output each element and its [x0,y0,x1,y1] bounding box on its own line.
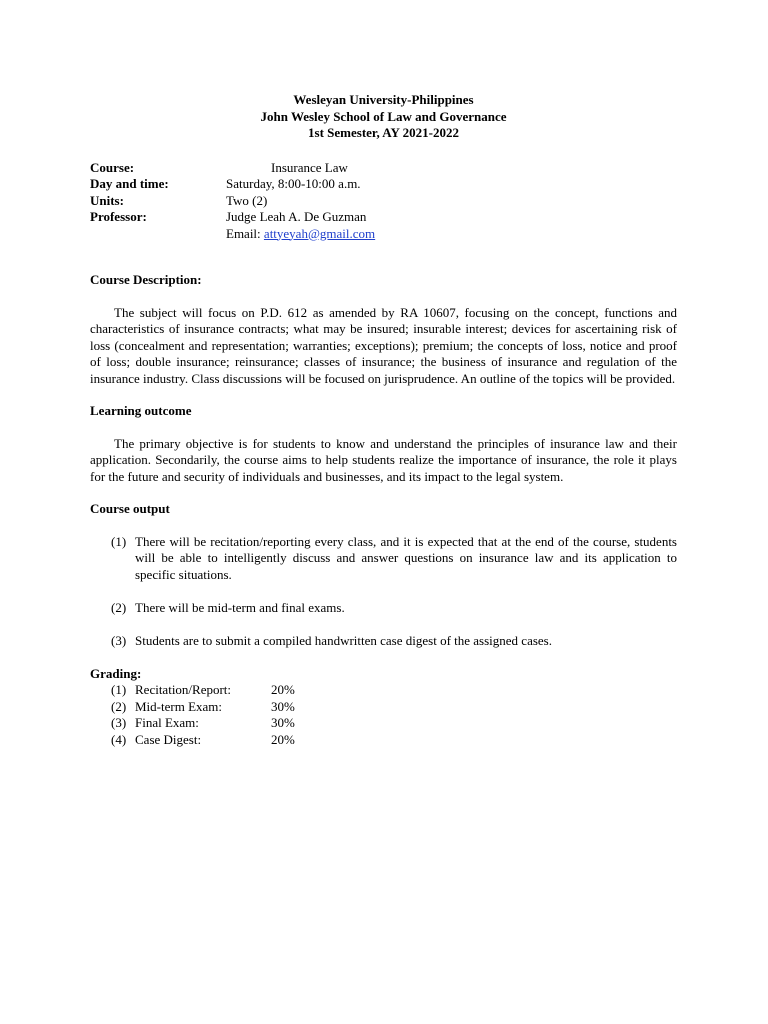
course-output-list [90,534,677,650]
grading-label: Mid-term Exam: [135,698,223,714]
course-row [90,160,677,177]
course-description-text: The subject will focus on P.D. 612 as amended by RA 10607, focusing on the concept, functions and characteristics of insurance contracts; what may be insured; insurable interest; devices for ascertaining risk of loss (concealment and representation; warranties; exceptions); premium; the concepts of loss, notice and proof of loss; double insurance; reinsurance; classes of insurance; the business of insurance and regulation of the insurance industry. Class discussions will be focused on jurisprudence. An outline of the topics will be provided. [90,304,677,386]
grading-percent: 20% [271,731,295,747]
course-info [90,160,677,243]
grading-row [90,682,677,699]
list-item-text: Students are to submit a compiled handwritten case digest of the assigned cases. [135,632,552,648]
learning-outcome-heading: Learning outcome [90,403,192,418]
units-row [90,193,677,210]
list-item-text: There will be mid-term and final exams. [135,599,345,615]
grading-label: Final Exam: [135,715,199,730]
list-item-number: (2) [111,599,127,615]
grading-label: Case Digest: [135,731,202,747]
units-label: Units: [90,192,124,208]
grading-row [90,732,677,749]
grading-number: (3) [111,715,127,730]
grading-number: (2) [111,698,127,714]
units-value: Two (2) [226,192,268,208]
grading-row [90,699,677,716]
grading-label: Recitation/Report: [135,682,232,697]
grading-heading: Grading: [90,665,142,681]
university-name: Wesleyan University-Philippines [293,92,474,107]
grading-number: (1) [111,682,127,697]
email-label-spacer [90,226,226,243]
grading-list [90,682,677,748]
grading-percent: 30% [271,715,295,730]
professor-label: Professor: [90,209,147,224]
document-header [90,92,677,142]
list-item [90,633,677,650]
grading-percent: 30% [271,698,295,714]
list-item-number: (1) [111,533,127,549]
email-link[interactable]: attyeyah@gmail.com [263,225,376,241]
grading-percent: 20% [271,682,295,697]
daytime-label: Day and time: [90,176,169,191]
school-name: John Wesley School of Law and Governance [260,108,507,124]
daytime-row [90,176,677,193]
professor-row [90,209,677,226]
daytime-value: Saturday, 8:00-10:00 a.m. [226,176,361,191]
course-value: Insurance Law [271,159,348,175]
course-output-heading: Course output [90,501,170,516]
syllabus-page [90,92,677,748]
course-label: Course: [90,159,135,175]
semester-line: 1st Semester, AY 2021-2022 [308,125,459,140]
list-item [90,534,677,584]
list-item [90,600,677,617]
list-item-text: There will be recitation/reporting every class, and it is expected that at the end of the course, students will be able to intelligently discuss and answer questions on insurance law and its application to specific situations. [135,533,677,582]
email-prefix: Email: [226,225,264,241]
professor-value: Judge Leah A. De Guzman [226,209,367,224]
grading-number: (4) [111,731,127,747]
grading-row [90,715,677,732]
course-description-heading: Course Description: [90,272,202,287]
learning-outcome-text: The primary objective is for students to know and understand the principles of insurance law and their application. Secondarily, the course aims to help students realize the importance of insurance, the role it plays for the future and security of individuals and businesses, and its impact to the legal system. [90,435,677,484]
email-value [226,226,677,243]
list-item-number: (3) [111,632,127,648]
email-row [90,226,677,243]
